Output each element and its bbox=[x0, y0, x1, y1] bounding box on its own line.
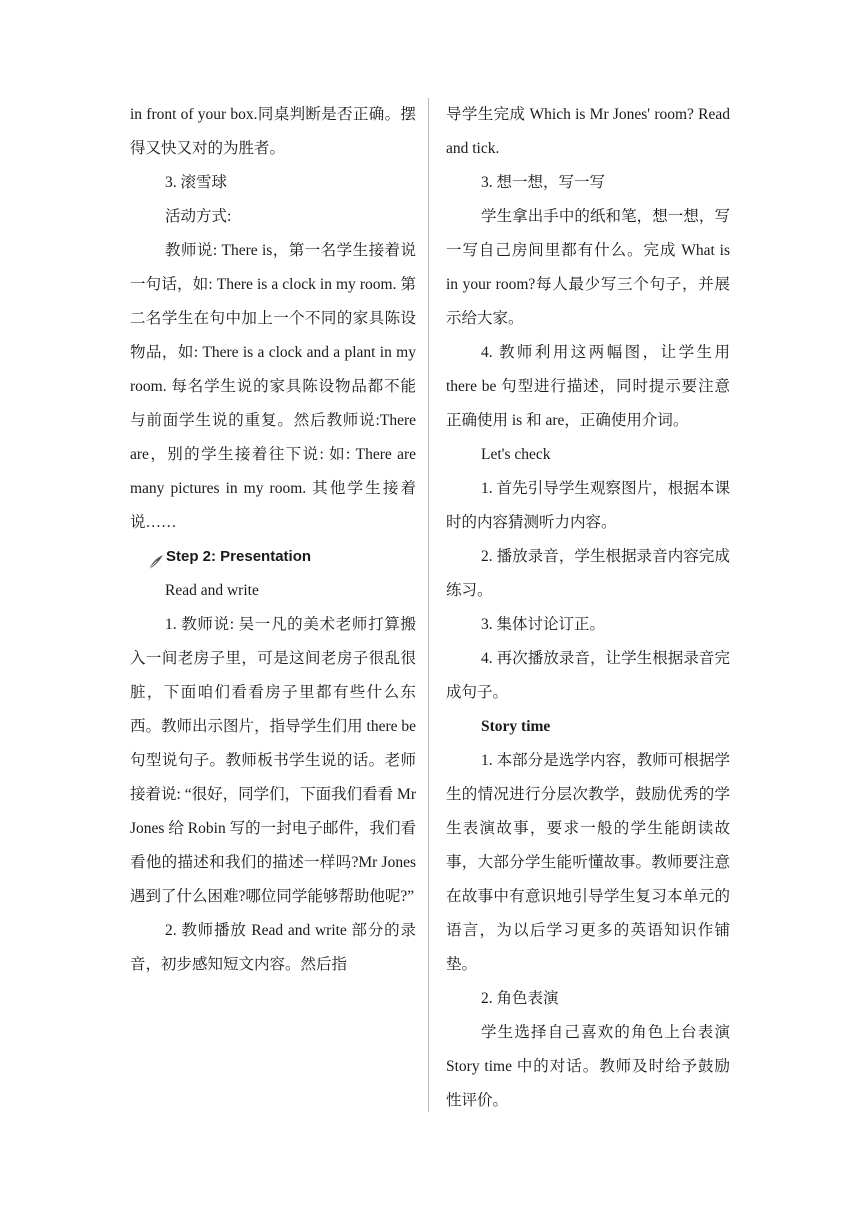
paragraph: 1. 首先引导学生观察图片，根据本课时的内容猜测听力内容。 bbox=[446, 480, 730, 531]
right-column bbox=[446, 98, 730, 1118]
activity-title: 3. 滚雪球 bbox=[165, 174, 228, 191]
paragraph: 活动方式: bbox=[165, 208, 232, 225]
paragraph: 3. 集体讨论订正。 bbox=[481, 616, 606, 633]
section-title: Read and write bbox=[165, 582, 259, 599]
quill-icon bbox=[148, 549, 164, 565]
column-divider bbox=[428, 98, 429, 1112]
paragraph: 2. 教师播放 Read and write 部分的录音，初步感知短文内容。然后指 bbox=[130, 922, 416, 973]
paragraph: 学生拿出手中的纸和笔，想一想，写一写自己房间里都有什么。完成 What is in your room?每人最少写三个句子，并展示给大家。 bbox=[446, 208, 730, 327]
paragraph: in front of your box.同桌判断是否正确。摆得又快又对的为胜者。 bbox=[130, 106, 416, 157]
paragraph: 教师说: There is，第一名学生接着说一句话，如: There is a clock in my room. 第二名学生在句中加上一个不同的家具陈设物品，如: There is a clock and a plant in my room. 每名学生说的家具陈设物品都不能与前面学生说的重复。然后教师说:There are，别的学生接着往下说: 如: There are many pictures in my room. 其他学生接着说…… bbox=[130, 242, 416, 531]
paragraph: 学生选择自己喜欢的角色上台表演 Story time 中的对话。教师及时给予鼓励性评价。 bbox=[446, 1024, 730, 1109]
activity-title: 3. 想一想，写一写 bbox=[481, 174, 606, 191]
activity-title: 2. 角色表演 bbox=[481, 990, 559, 1007]
step-heading-row bbox=[130, 540, 416, 574]
paragraph: 1. 本部分是选学内容，教师可根据学生的情况进行分层次教学，鼓励优秀的学生表演故事，要求一般的学生能朗读故事，大部分学生能听懂故事。教师要注意在故事中有意识地引导学生复习本单元的语言，为以后学习更多的英语知识作铺垫。 bbox=[446, 752, 730, 973]
section-heading: Story time bbox=[481, 718, 551, 735]
section-title: Let's check bbox=[481, 446, 551, 463]
left-column bbox=[130, 98, 416, 982]
paragraph: 4. 再次播放录音，让学生根据录音完成句子。 bbox=[446, 650, 730, 701]
paragraph: 2. 播放录音，学生根据录音内容完成练习。 bbox=[446, 548, 730, 599]
paragraph: 导学生完成 Which is Mr Jones' room? Read and tick. bbox=[446, 106, 730, 157]
paragraph: 1. 教师说: 吴一凡的美术老师打算搬入一间老房子里，可是这间老房子很乱很脏，下面咱们看看房子里都有些什么东西。教师出示图片，指导学生们用 there be 句型说句子。教师板书学生说的话。老师接着说: “很好，同学们，下面我们看看 Mr Jones 给 Robin 写的一封电子邮件，我们看看他的描述和我们的描述一样吗?Mr Jones 遇到了什么困难?哪位同学能够帮助他呢?” bbox=[130, 616, 416, 905]
paragraph: 4. 教师利用这两幅图，让学生用 there be 句型进行描述，同时提示要注意正确使用 is 和 are，正确使用介词。 bbox=[446, 344, 730, 429]
step-heading: Step 2: Presentation bbox=[166, 548, 312, 565]
